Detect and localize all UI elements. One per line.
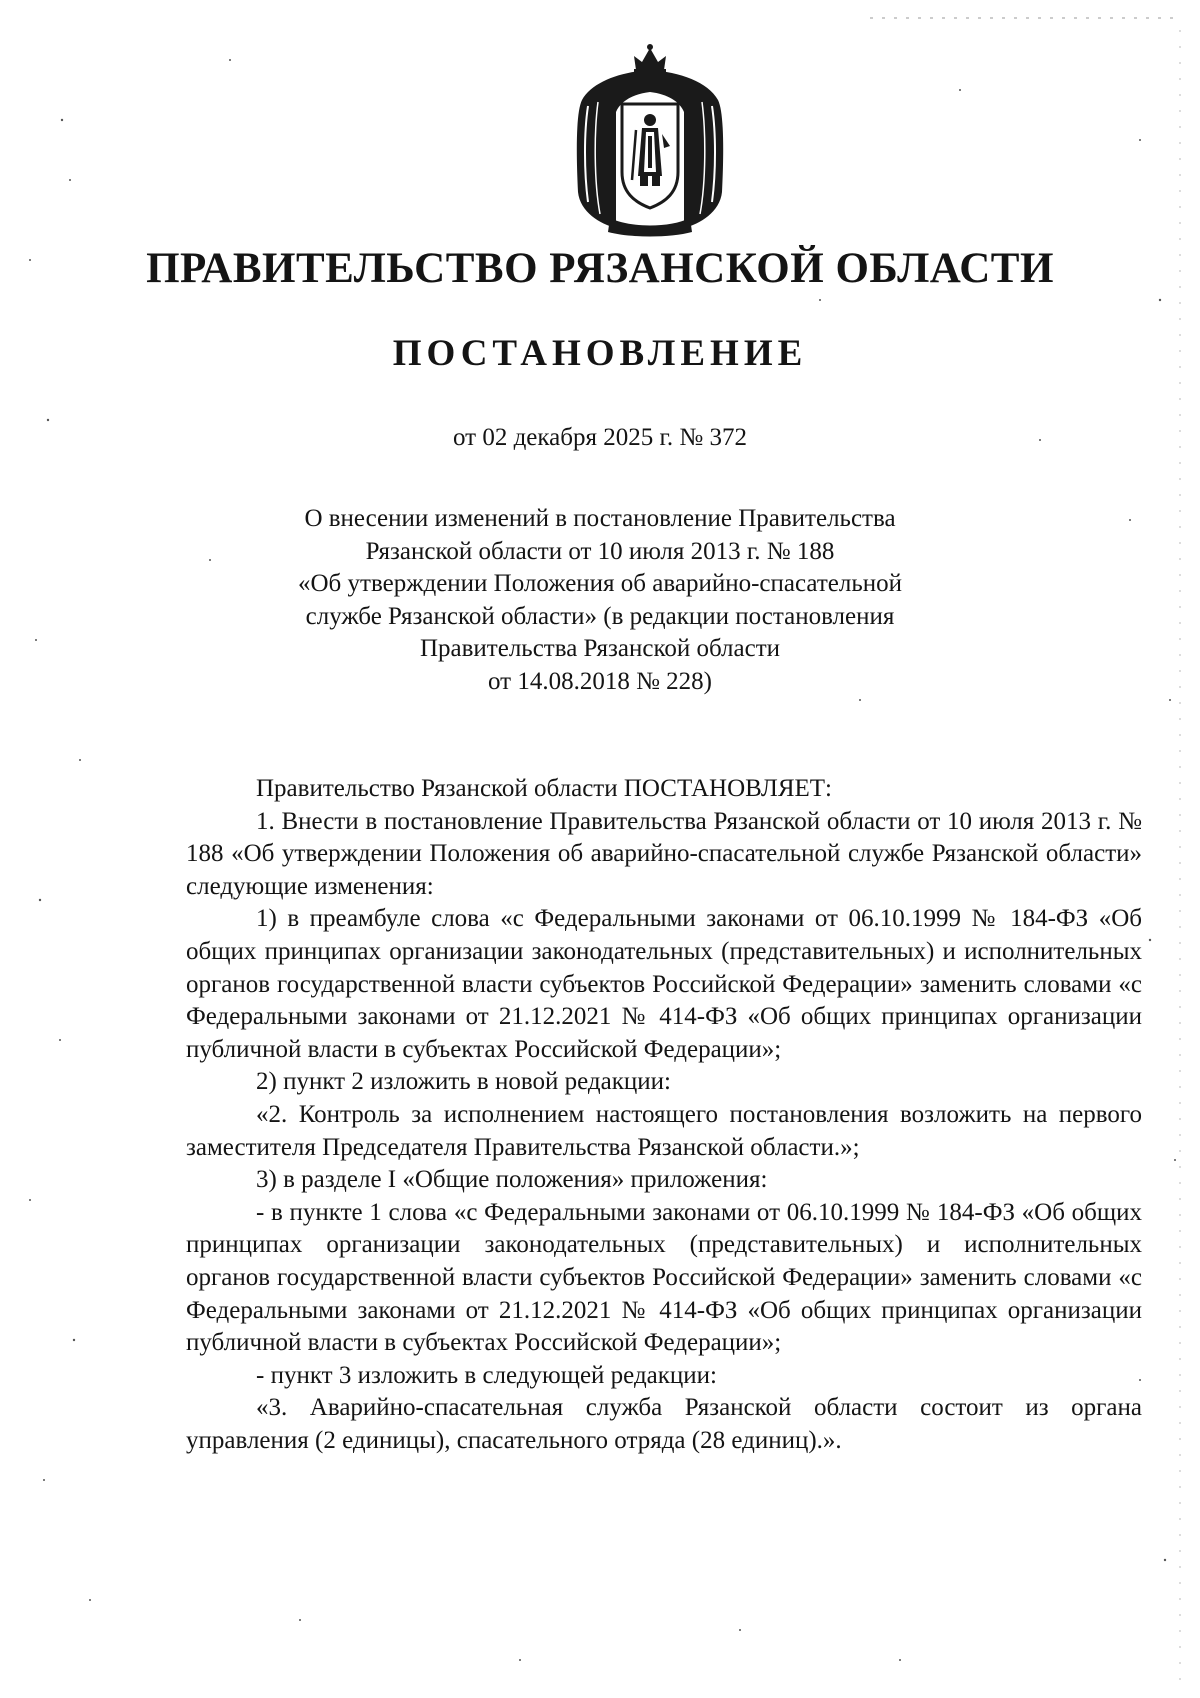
subject-line: службе Рязанской области» (в редакции постановления (305, 602, 895, 630)
document-subject (260, 503, 940, 698)
subject-line: О внесении изменений в постановление Правительства (304, 505, 896, 532)
subject-line: Рязанской области от 10 июля 2013 г. № 188 (365, 537, 835, 565)
body-paragraph: 2) пункт 2 изложить в новой редакции: (256, 1068, 671, 1096)
body-paragraph: - пункт 3 изложить в следующей редакции: (256, 1361, 717, 1389)
body-paragraph: Правительство Рязанской области ПОСТАНОВЛЯЕТ: (256, 775, 832, 802)
body-paragraph: - в пункте 1 слова «с Федеральными законами от 06.10.1999 № 184-ФЗ «Об общих принципах организации законодательных (представительных) и исполнительных органов государственной власти субъектов Российской Федерации» заменить словами «с Федеральными законами от 21.12.2021 № 414-ФЗ «Об общих принципах организации публичной власти в субъектах Российской Федерации»; (186, 1198, 1142, 1357)
government-title: ПРАВИТЕЛЬСТВО РЯЗАНСКОЙ ОБЛАСТИ (146, 245, 1054, 292)
subject-line: «Об утверждении Положения об аварийно-спасательной (298, 570, 902, 597)
body-paragraph: 1. Внести в постановление Правительства Рязанской области от 10 июля 2013 г. № 188 «Об утверждении Положения об аварийно-спасательной службе Рязанской области» следующие изменения: (186, 807, 1142, 900)
body-paragraph: «2. Контроль за исполнением настоящего постановления возложить на первого заместителя Председателя Правительства Рязанской области.»; (186, 1100, 1142, 1161)
coat-of-arms-icon (570, 42, 730, 237)
subject-line: от 14.08.2018 № 228) (487, 667, 713, 695)
document-body (186, 773, 1142, 1457)
body-paragraph: 3) в разделе I «Общие положения» приложения: (256, 1166, 768, 1194)
subject-line: Правительства Рязанской области (419, 635, 781, 662)
body-paragraph: «3. Аварийно-спасательная служба Рязанской области состоит из органа управления (2 единицы), спасательного отряда (28 единиц).». (186, 1394, 1142, 1454)
body-paragraph: 1) в преамбуле слова «с Федеральными законами от 06.10.1999 № 184-ФЗ «Об общих принципах организации законодательных (представительных) и исполнительных органов государственной власти субъектов Российской Федерации» заменить словами «с Федеральными законами от 21.12.2021 № 414-ФЗ «Об общих принципах организации публичной власти в субъектах Российской Федерации»; (186, 905, 1142, 1063)
document-date-number: от 02 декабря 2025 г. № 372 (452, 424, 748, 451)
document-type: ПОСТАНОВЛЕНИЕ (392, 333, 808, 374)
